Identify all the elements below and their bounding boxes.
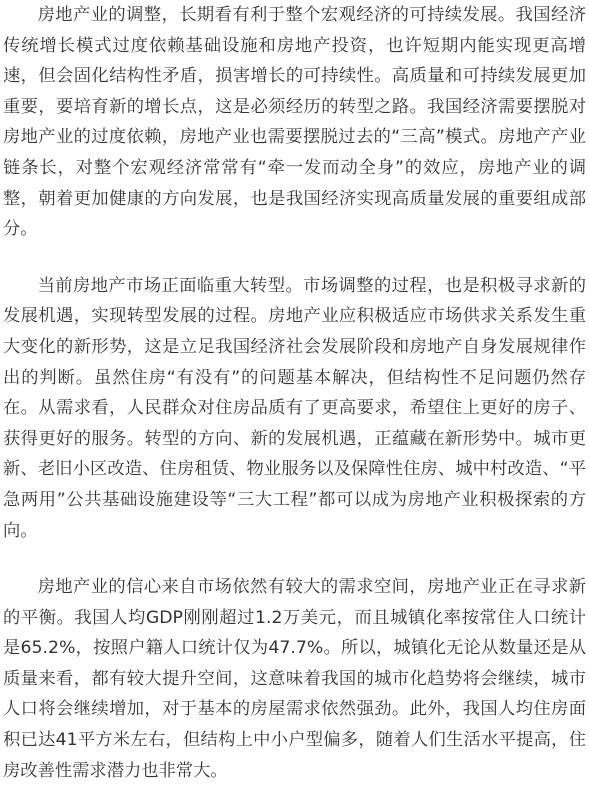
paragraph-3: 房地产业的信心来自市场依然有较大的需求空间，房地产业正在寻求新的平衡。我国人均GDP刚刚超过1.2万美元，而且城镇化率按常住人口统计是65.2%，按照户籍人口统计仅为47.7%。所以，城镇化无论从数量还是从质量来看，都有较大提升空间，这意味着我国的城市化趋势将会继续，城市人口将会继续增加，对于基本的房屋需求依然强劲。此外，我国人均住房面积已达41平方米左右，但结构上中小户型偏多，随着人们生活水平提高，住房改善性需求潜力也非常大。 (3, 577, 586, 781)
paragraph-spacer (3, 546, 586, 572)
paragraph-2: 当前房地产市场正面临重大转型。市场调整的过程，也是积极寻求新的发展机遇，实现转型发展的过程。房地产业应积极适应市场供求关系发生重大变化的新形势，这是立足我国经济社会发展阶段和房地产自身发展规律作出的判断。虽然住房“有没有”的问题基本解决，但结构性不足问题仍然存在。从需求看，人民群众对住房品质有了更高要求，希望住上更好的房子、获得更好的服务。转型的方向、新的发展机遇，正蕴藏在新形势中。城市更新、老旧小区改造、住房租赁、物业服务以及保障性住房、城中村改造、“平急两用”公共基础设施建设等“三大工程”都可以成为房地产业积极探索的方向。 (3, 275, 586, 541)
paragraph-spacer (3, 245, 586, 271)
paragraph-1: 房地产业的调整，长期看有利于整个宏观经济的可持续发展。我国经济传统增长模式过度依赖基础设施和房地产投资，也许短期内能实现更高增速，但会固化结构性矛盾，损害增长的可持续性。高质量和可持续发展更加重要，要培育新的增长点，这是必须经历的转型之路。我国经济需要摆脱对房地产业的过度依赖，房地产业也需要摆脱过去的“三高”模式。房地产产业链条长，对整个宏观经济常常有“牵一发而动全身”的效应，房地产业的调整，朝着更加健康的方向发展，也是我国经济实现高质量发展的重要组成部分。 (3, 5, 586, 240)
